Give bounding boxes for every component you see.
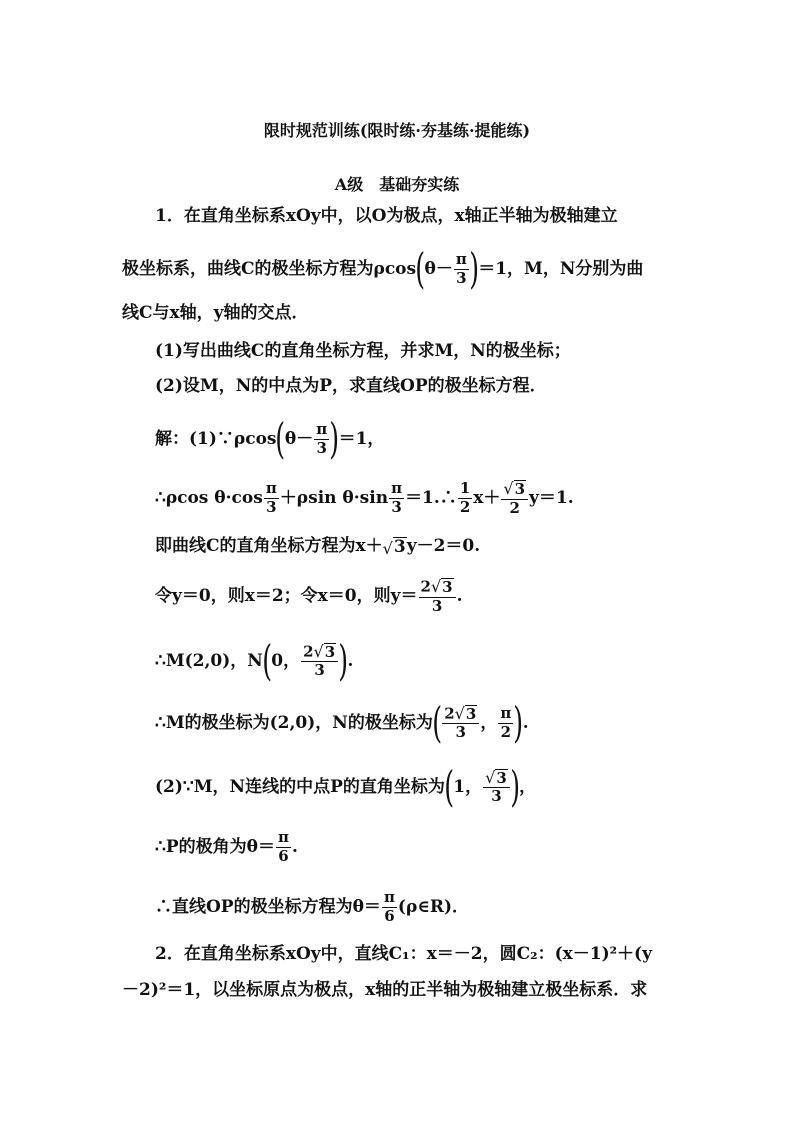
- solution-line-1: 解：(1)∵ρcos ( θ－ $\frac{\pi}{3}$ ) ＝1，: [155, 414, 385, 463]
- fraction-pi-6: $\frac{\pi}{6}$: [383, 888, 395, 925]
- q1-text-2a: 极坐标系，曲线C的极坐标方程为ρcos: [122, 258, 417, 279]
- section-heading: A级 基础夯实练: [334, 175, 460, 194]
- fraction-2sqrt3-3: 2 √ 3 3: [419, 578, 456, 614]
- q1-text-2b: ＝1，M，N分别为曲: [478, 258, 644, 279]
- fraction-pi-6: $\frac{\pi}{6}$: [277, 828, 289, 865]
- fraction-pi-3: $\frac{\pi}{3}$: [391, 478, 403, 516]
- fraction-2sqrt3-3: 2 √ 3 3: [442, 705, 479, 741]
- q1-part-1: (1)写出曲线C的直角坐标方程，并求M，N的极坐标；: [155, 341, 571, 361]
- solution-line-6: ∴M的极坐标为(2,0)，N的极坐标为 ( 2 √ 3 3 ， $\frac{\pi}{2}$ ) .: [155, 698, 529, 747]
- solution-line-2: ∴ρcos θ·cos $\frac{\pi}{3}$ ＋ρsin θ·sin $\frac{\pi}{3}$ ＝1.∴ $\frac{1}{2}$ x＋ √ 3 2 y＝1.: [155, 478, 574, 517]
- q1-number: 1．: [155, 206, 184, 226]
- q1-theta-minus: θ－: [424, 258, 453, 279]
- solution-line-8: ∴P的极角为θ＝ $\frac{\pi}{6}$ .: [155, 828, 298, 865]
- fraction-sqrt3-2: √ 3 2: [501, 480, 528, 516]
- q1-line-2: 极坐标系，曲线C的极坐标方程为ρcos ( θ－ $\frac{\pi}{3}$ ) ＝1，M，N分别为曲: [122, 244, 644, 293]
- fraction-sqrt3-3: √ 3 3: [483, 769, 510, 805]
- fraction-1-2: $\frac{1}{2}$: [459, 478, 471, 516]
- q1-text-1: 在直角坐标系xOy中，以O为极点，x轴正半轴为极轴建立: [183, 206, 618, 226]
- fraction-pi-3: $\frac{\pi}{3}$: [316, 419, 328, 457]
- solution-line-3: 即曲线C的直角坐标方程为x＋ √ 3 y－2＝0.: [155, 536, 481, 558]
- q2-line-2: －2)²＝1，以坐标原点为极点，x轴的正半轴为极轴建立极坐标系．求: [122, 980, 648, 1000]
- solution-line-7: (2)∵M，N连线的中点P的直角坐标为 ( 1， √ 3 3 ) ，: [155, 762, 537, 811]
- q1-line-1: [155, 208, 618, 225]
- solution-line-4: 令y＝0，则x＝2；令x＝0，则y＝ 2 √ 3 3 .: [155, 576, 463, 615]
- solution-line-9: ∴直线OP的极坐标方程为θ＝ $\frac{\pi}{6}$ (ρ∈R)．: [155, 888, 470, 925]
- fraction-2sqrt3-3: 2 √ 3 3: [301, 643, 338, 679]
- q2-line-1: 2．在直角坐标系xOy中，直线C₁：x＝－2，圆C₂：(x－1)²＋(y: [155, 944, 652, 964]
- fraction-pi-2: $\frac{\pi}{2}$: [500, 703, 512, 741]
- fraction-pi-3: $\frac{\pi}{3}$: [455, 249, 467, 287]
- fraction-pi-3: $\frac{\pi}{3}$: [265, 478, 277, 516]
- solution-line-5: ∴M(2,0)，N ( 0， 2 √ 3 3 ) .: [155, 636, 354, 685]
- page-title: 限时规范训练(限时练·夯基练·提能练): [263, 121, 531, 140]
- sqrt-3: √ 3: [382, 537, 406, 558]
- q1-line-3: 线C与x轴，y轴的交点．: [122, 303, 309, 323]
- q1-part-2: (2)设M，N的中点为P，求直线OP的极坐标方程．: [155, 376, 547, 396]
